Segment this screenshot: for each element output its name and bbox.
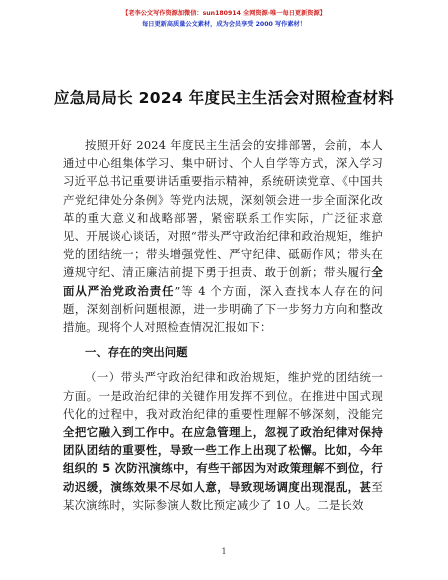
- header-banner: [0, 8, 448, 30]
- intro-paragraph: [63, 136, 383, 336]
- problem-text-2: 至某次演练时，实际参演人数比预定减少了 10 人。二是长效: [63, 479, 383, 512]
- intro-text-1: 按照开好 2024 年度民主生活会的安排部署，会前，本人通过中心组集体学习、集中研讨、个人自学等方式，深入学习习近平总书记重要讲话重要指示精神，系统研读党章、《中国共产党纪律处分条例》等党内法规，深刻领会进一步全面深化改革的重大意义和战略部署，紧密联系工作实际，广泛征求意见、开展谈心谈话，对照“带头严守政治纪律和政治规矩，维护党的团结统一；带头增强党性、严守纪律、砥砺作风；带头在遵规守纪、清正廉洁前提下勇于担责、敢于创新；带头履行: [63, 138, 383, 280]
- intro-text-2: ”等 4 个方面，深入查找本人存在的问题，深刻剖析问题根源，进一步明确了下一步努力方向和整改措施。现将个人对照检查情况汇报如下：: [63, 283, 383, 335]
- intro-emphasis: 全面从严治党政治责任: [63, 265, 383, 298]
- problem-text-1: （一）带头严守政治纪律和政治规矩，维护党的团结统一方面。一是政治纪律的关键作用发挥不到位。在推进中国式现代化的过程中，我对政治纪律的重要性理解不够深刻，没能完: [63, 370, 383, 421]
- document-body: [63, 136, 383, 514]
- page-number: 1: [221, 547, 227, 556]
- section-heading: 一、存在的突出问题: [85, 345, 188, 360]
- banner-line-2: 每日更新高质量公文素材，成为会员享受 2000 写作素材！: [142, 21, 306, 28]
- problem-paragraph: [63, 368, 383, 514]
- problem-emphasis: 全把它融入到工作中。在应急管理上，忽视了政治纪律对保持团队团结的重要性，导致一些工作上出现了松懈。比如，今年组织的 5 次防汛演练中，有些干部因为对政策理解不到位，行动迟缓，演练效果不尽如人意，导致现场调度出现混乱，甚: [63, 425, 383, 494]
- banner-line-1: 【老李公文写作资源加微信：sun180914 全网资源·唯一每日更新资源】: [122, 10, 326, 17]
- document-title: 应急局局长 2024 年度民主生活会对照检查材料: [53, 89, 395, 107]
